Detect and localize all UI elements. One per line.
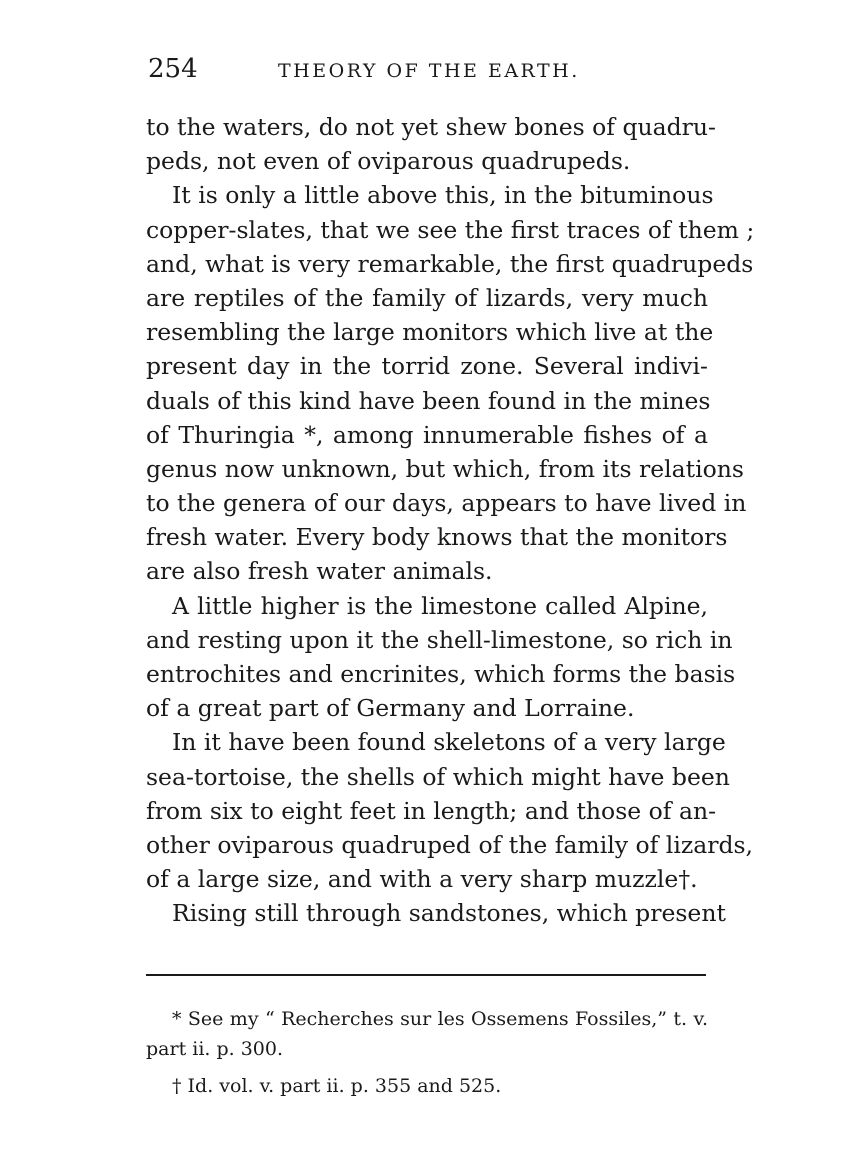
text-line: of a great part of Germany and Lorraine. bbox=[146, 694, 635, 723]
text-line: of Thuringia *, among innumerable fishes of a bbox=[146, 420, 708, 449]
text-line: to the waters, do not yet shew bones of quadru- bbox=[146, 113, 716, 141]
text-line: are also fresh water animals. bbox=[146, 557, 493, 586]
footnote-line: † Id. vol. v. part ii. p. 355 and 525. bbox=[172, 1075, 502, 1097]
text-line: peds, not even of oviparous quadrupeds. bbox=[146, 147, 631, 176]
text-line: present day in the torrid zone. Several indivi- bbox=[146, 352, 708, 381]
footnote-line: * See my “ Recherches sur les Ossemens Fossiles,” t. v. bbox=[172, 1008, 708, 1030]
text-line: and, what is very remarkable, the first quadrupeds bbox=[146, 249, 754, 278]
body-text bbox=[146, 110, 755, 931]
text-line: Rising still through sandstones, which present bbox=[172, 899, 726, 928]
text-line: A little higher is the limestone called Alpine, bbox=[172, 591, 708, 620]
text-line: copper-slates, that we see the first traces of them ; bbox=[146, 215, 755, 244]
text-line: other oviparous quadruped of the family of lizards, bbox=[146, 830, 754, 859]
text-line: are reptiles of the family of lizards, very much bbox=[146, 283, 708, 312]
text-line: of a large size, and with a very sharp muzzle†. bbox=[146, 865, 698, 894]
page-number: 254 bbox=[148, 54, 198, 84]
running-title: THEORY OF THE EARTH. bbox=[278, 60, 580, 82]
text-line: sea-tortoise, the shells of which might have been bbox=[146, 762, 730, 791]
text-line: In it have been found skeletons of a very large bbox=[172, 728, 726, 757]
text-line: from six to eight feet in length; and those of an- bbox=[146, 796, 717, 825]
text-line: to the genera of our days, appears to have lived in bbox=[146, 489, 747, 518]
text-line: and resting upon it the shell-limestone, so rich in bbox=[146, 625, 733, 654]
text-line: genus now unknown, but which, from its relations bbox=[146, 454, 744, 483]
footnotes bbox=[146, 1004, 708, 1101]
text-line: duals of this kind have been found in the mines bbox=[146, 386, 711, 415]
footnote-line: part ii. p. 300. bbox=[146, 1038, 284, 1060]
text-line: fresh water. Every body knows that the monitors bbox=[146, 523, 728, 552]
footnote-divider bbox=[146, 974, 706, 976]
text-line: resembling the large monitors which live at the bbox=[146, 318, 714, 347]
text-line: It is only a little above this, in the bituminous bbox=[172, 181, 714, 210]
text-line: entrochites and encrinites, which forms the basis bbox=[146, 660, 736, 688]
page-header bbox=[148, 52, 708, 86]
